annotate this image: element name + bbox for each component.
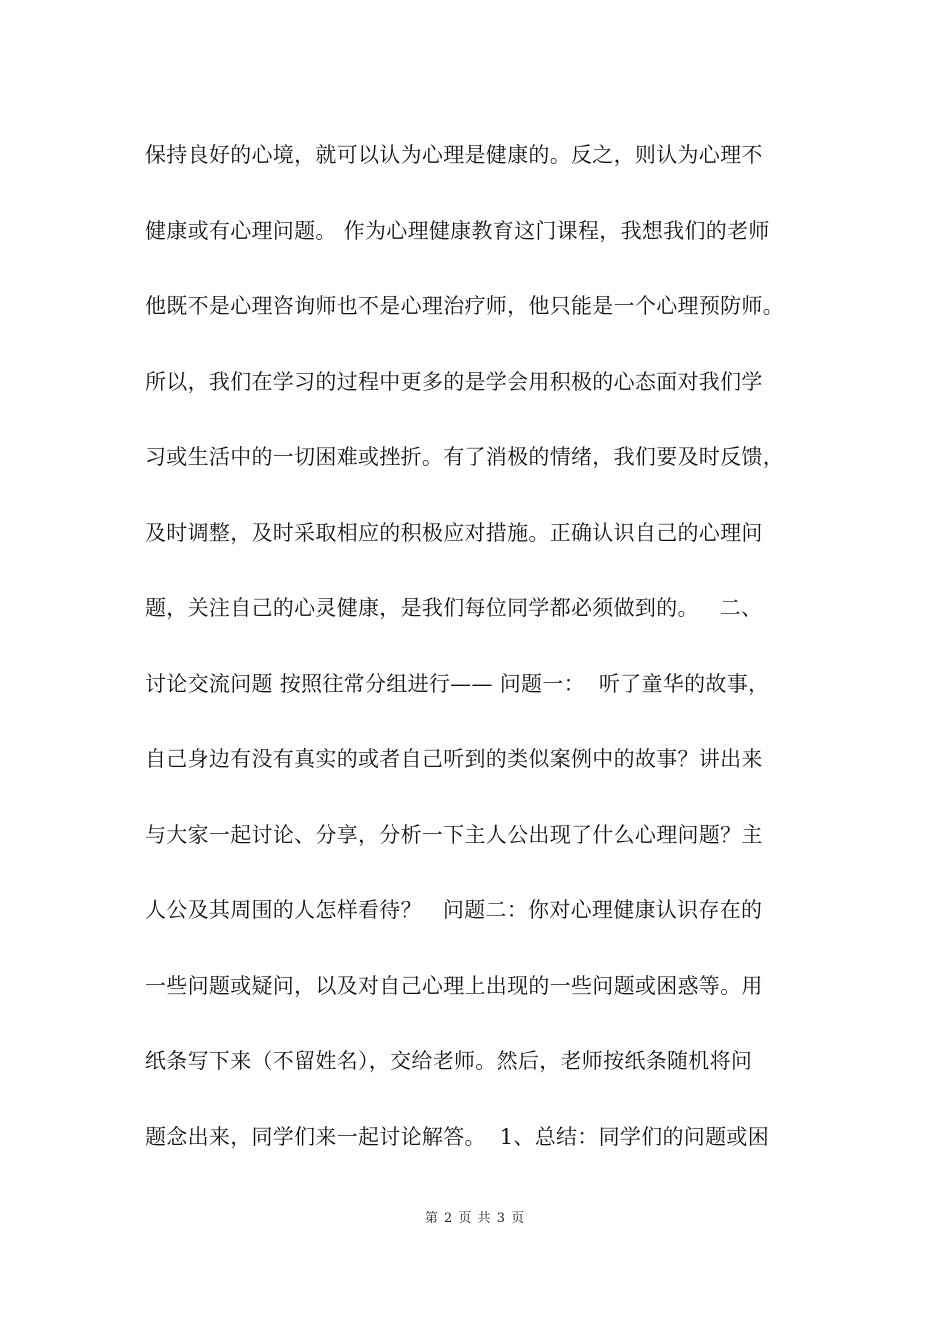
page-number: 第 2 页 共 3 页 <box>424 1211 526 1226</box>
text-line: 纸条写下来（不留姓名），交给老师。然后，老师按纸条随机将问 <box>145 1049 753 1073</box>
text-line: 人公及其周围的人怎样看待？ 问题二：你对心理健康认识存在的 <box>145 898 763 922</box>
text-line: 一些问题或疑问，以及对自己心理上出现的一些问题或困惑等。用 <box>145 973 763 998</box>
text-line: 题，关注自己的心灵健康，是我们每位同学都必须做到的。 二、 <box>145 596 763 620</box>
text-line: 习或生活中的一切困难或挫折。有了消极的情绪，我们要及时反馈， <box>145 445 784 469</box>
text-line: 题念出来，同学们来一起讨论解答。 1、总结：同学们的问题或困 <box>145 1124 770 1149</box>
text-line: 健康或有心理问题。 作为心理健康教育这门课程，我想我们的老师 <box>145 218 770 243</box>
text-line: 讨论交流问题 按照往常分组进行—— 问题一： 听了童华的故事， <box>145 671 770 696</box>
text-line: 及时调整，及时采取相应的积极应对措施。正确认识自己的心理问 <box>145 520 763 545</box>
text-line: 他既不是心理咨询师也不是心理治疗师，他只能是一个心理预防师。 <box>145 294 784 318</box>
body-text <box>145 133 825 1190</box>
text-line: 与大家一起讨论、分享，分析一下主人公出现了什么心理问题？主 <box>145 822 763 847</box>
text-line: 所以，我们在学习的过程中更多的是学会用积极的心态面对我们学 <box>145 369 763 394</box>
text-line: 保持良好的心境，就可以认为心理是健康的。反之，则认为心理不 <box>145 143 763 167</box>
text-line: 自己身边有没有真实的或者自己听到的类似案例中的故事？讲出来 <box>145 747 763 771</box>
